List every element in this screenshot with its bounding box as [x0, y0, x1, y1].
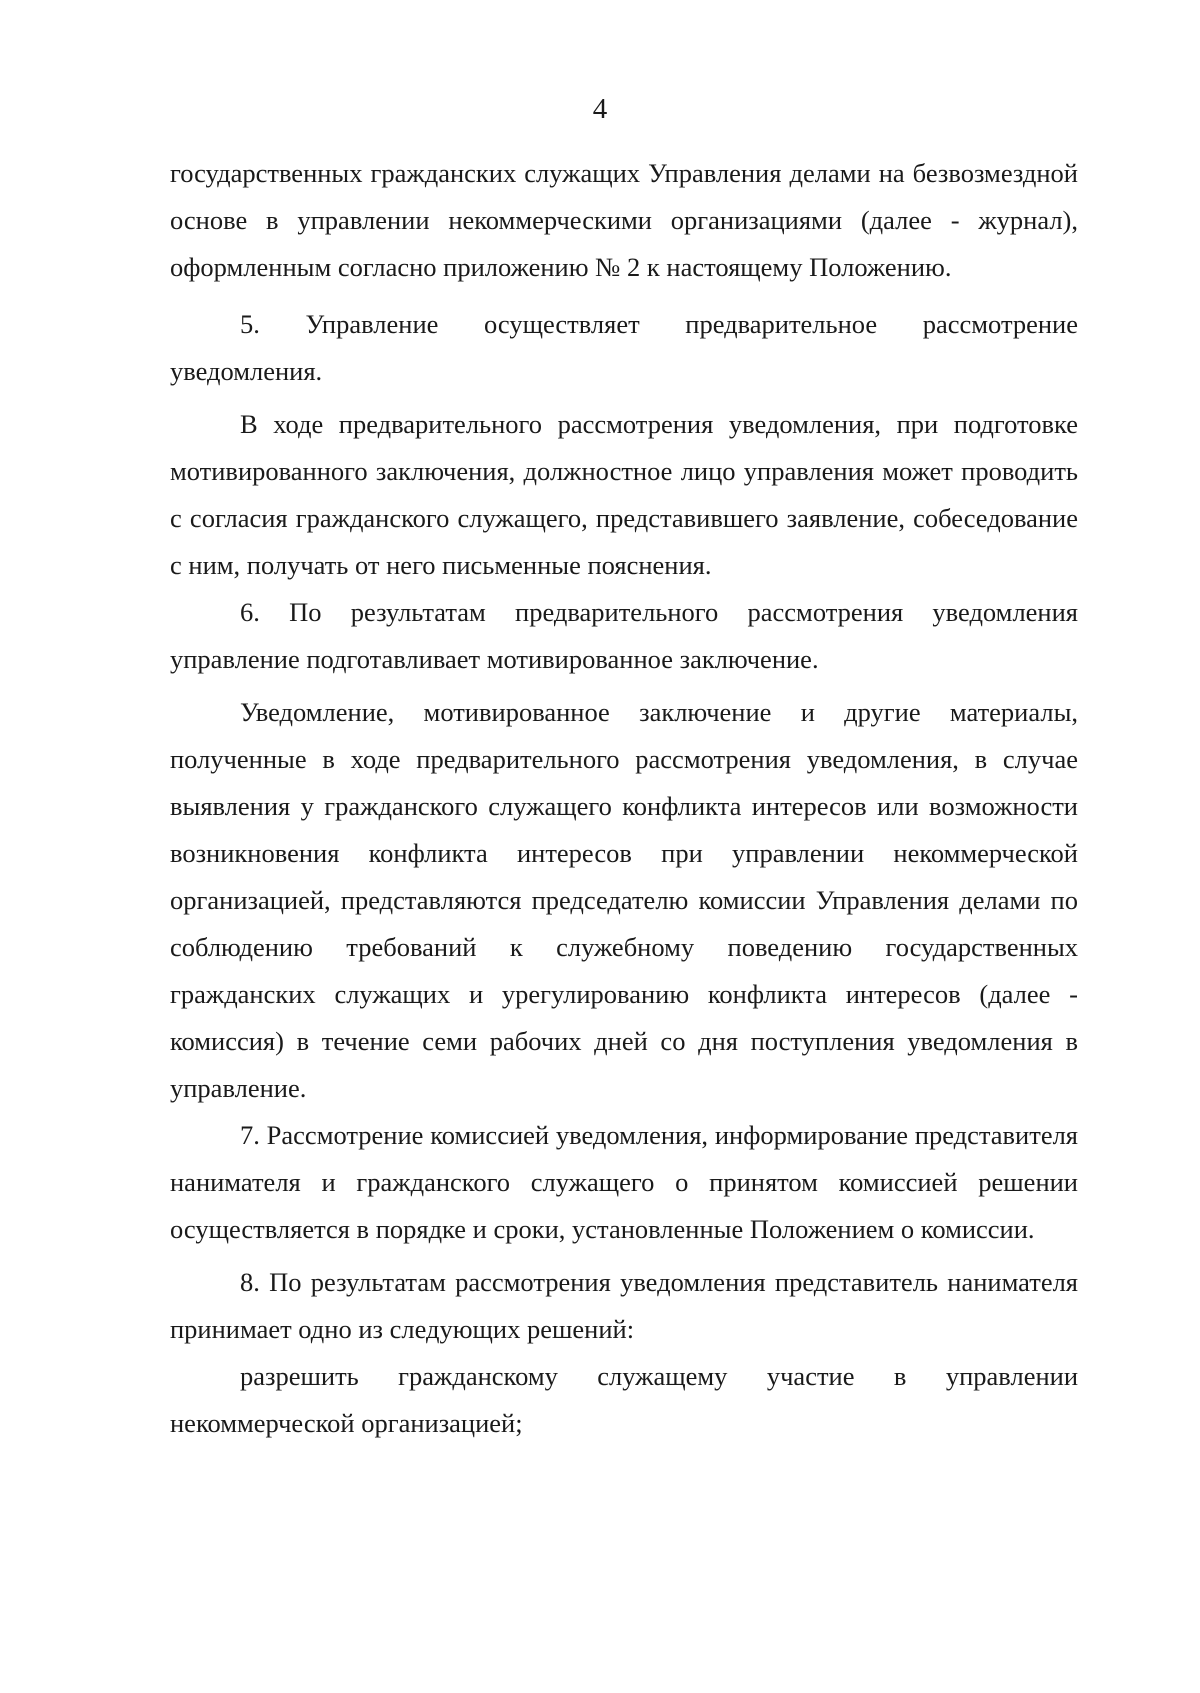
paragraph-journal-continuation: государственных гражданских служащих Управления делами на безвозмездной основе в управлении некоммерческими организациями (далее - журнал), оформленным согласно приложению № 2 к настоящему Положению.	[170, 158, 1078, 282]
document-body	[170, 150, 1078, 1447]
paragraph-decision-permit: разрешить гражданскому служащему участие в управлении некоммерческой организацией;	[170, 1361, 1078, 1438]
paragraph-item-6: 6. По результатам предварительного рассмотрения уведомления управление подготавливает мотивированное заключение.	[170, 597, 1078, 674]
paragraph-item-8: 8. По результатам рассмотрения уведомления представитель нанимателя принимает одно из следующих решений:	[170, 1267, 1078, 1344]
paragraph-preliminary-review: В ходе предварительного рассмотрения уведомления, при подготовке мотивированного заключения, должностное лицо управления может проводить с согласия гражданского служащего, представившего заявление, собеседование с ним, получать от него письменные пояснения.	[170, 409, 1078, 580]
paragraph-item-7: 7. Рассмотрение комиссией уведомления, информирование представителя нанимателя и гражданского служащего о принятом комиссией решении осуществляется в порядке и сроки, установленные Положением о комиссии.	[170, 1120, 1078, 1244]
page-number: 4	[592, 93, 608, 125]
paragraph-item-5: 5. Управление осуществляет предварительное рассмотрение уведомления.	[170, 309, 1078, 386]
paragraph-notification-materials: Уведомление, мотивированное заключение и другие материалы, полученные в ходе предварительного рассмотрения уведомления, в случае выявления у гражданского служащего конфликта интересов или возможности возникновения конфликта интересов при управлении некоммерческой организацией, представляются председателю комиссии Управления делами по соблюдению требований к служебному поведению государственных гражданских служащих и урегулированию конфликта интересов (далее - комиссия) в течение семи рабочих дней со дня поступления уведомления в управление.	[170, 697, 1078, 1103]
